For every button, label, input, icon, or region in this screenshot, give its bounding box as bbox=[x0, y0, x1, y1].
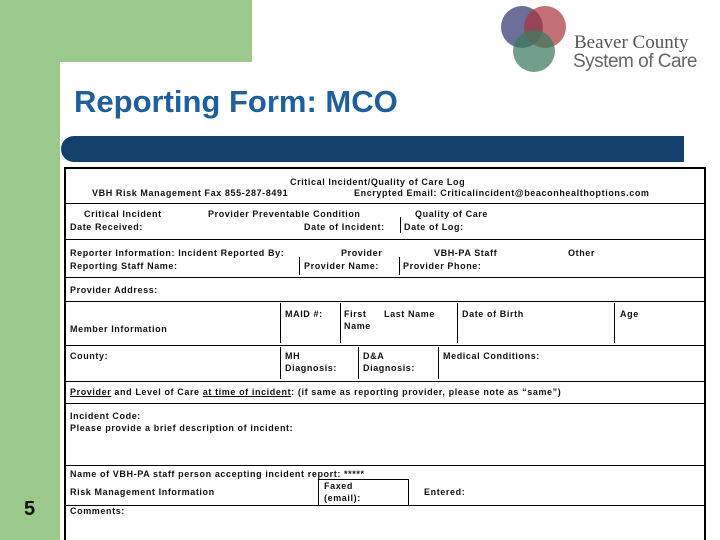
faxed-label-1: Faxed bbox=[324, 481, 354, 491]
vbh-staff-accepting-label: Name of VBH-PA staff person accepting incident report: ***** bbox=[70, 469, 365, 479]
risk-management-label: Risk Management Information bbox=[70, 487, 215, 497]
incident-description-label: Please provide a brief description of incident: bbox=[70, 423, 294, 433]
county-label: County: bbox=[70, 351, 109, 361]
provider-preventable-option[interactable]: Provider Preventable Condition bbox=[208, 209, 361, 219]
reported-by-provider[interactable]: Provider bbox=[341, 248, 383, 258]
date-of-incident-label: Date of Incident: bbox=[304, 222, 385, 232]
divider bbox=[66, 403, 706, 404]
divider bbox=[66, 203, 706, 204]
level-of-care-line bbox=[70, 386, 561, 398]
reporting-form bbox=[64, 167, 706, 540]
reporting-staff-name-label: Reporting Staff Name: bbox=[70, 261, 178, 271]
entered-label: Entered: bbox=[424, 487, 466, 497]
divider bbox=[318, 479, 408, 480]
form-header-fax: VBH Risk Management Fax 855-287-8491 bbox=[92, 188, 289, 198]
level-time-text: at time of incident bbox=[202, 387, 292, 397]
divider bbox=[408, 479, 409, 505]
title-rule bbox=[61, 136, 684, 162]
divider bbox=[66, 301, 706, 302]
logo-line2: System of Care bbox=[573, 51, 697, 72]
date-received-label: Date Received: bbox=[70, 222, 143, 232]
divider bbox=[280, 303, 281, 343]
level-rest-text: : (if same as reporting provider, please note as “same”) bbox=[291, 387, 562, 397]
da-diagnosis-label-2: Diagnosis: bbox=[363, 363, 416, 373]
date-of-birth-label: Date of Birth bbox=[462, 309, 524, 319]
age-label: Age bbox=[620, 309, 639, 319]
da-diagnosis-label-1: D&A bbox=[363, 351, 385, 361]
divider bbox=[66, 239, 706, 240]
divider bbox=[340, 303, 341, 343]
divider bbox=[299, 257, 300, 275]
provider-phone-label: Provider Phone: bbox=[403, 261, 482, 271]
divider bbox=[457, 303, 458, 343]
first-name-label-2: Name bbox=[344, 321, 371, 331]
provider-name-label: Provider Name: bbox=[304, 261, 379, 271]
divider bbox=[400, 217, 401, 233]
divider bbox=[318, 479, 319, 505]
left-accent-bar bbox=[0, 0, 60, 540]
reporter-information-label: Reporter Information: Incident Reported By: bbox=[70, 248, 285, 258]
member-information-label: Member Information bbox=[70, 324, 168, 334]
divider bbox=[66, 465, 706, 466]
level-provider-text: Provider bbox=[70, 387, 112, 397]
divider bbox=[66, 381, 706, 382]
reported-by-vbh-staff[interactable]: VBH-PA Staff bbox=[434, 248, 498, 258]
form-header-email: Encrypted Email: Criticalincident@beaconhealthoptions.com bbox=[354, 188, 650, 198]
level-and-text: and Level of Care bbox=[111, 387, 203, 397]
logo-line1: Beaver County bbox=[574, 32, 689, 53]
medical-conditions-label: Medical Conditions: bbox=[443, 351, 540, 361]
divider bbox=[66, 505, 706, 506]
divider bbox=[614, 303, 615, 343]
slide-title: Reporting Form: MCO bbox=[74, 84, 398, 119]
critical-incident-option[interactable]: Critical Incident bbox=[84, 209, 162, 219]
quality-of-care-option[interactable]: Quality of Care bbox=[415, 209, 489, 219]
divider bbox=[358, 347, 359, 379]
faxed-label-2: (email): bbox=[324, 493, 361, 503]
divider bbox=[66, 345, 706, 346]
provider-address-label: Provider Address: bbox=[70, 285, 158, 295]
divider bbox=[438, 347, 439, 379]
form-header-title: Critical Incident/Quality of Care Log bbox=[290, 177, 466, 187]
divider bbox=[66, 277, 706, 278]
divider bbox=[399, 257, 400, 275]
first-name-label-1: First bbox=[344, 309, 367, 319]
mh-diagnosis-label-2: Diagnosis: bbox=[285, 363, 338, 373]
top-accent-block bbox=[0, 0, 252, 62]
page-number: 5 bbox=[24, 498, 36, 520]
logo-circle-green bbox=[513, 30, 555, 72]
divider bbox=[280, 347, 281, 379]
reported-by-other[interactable]: Other bbox=[568, 248, 596, 258]
maid-label: MAID #: bbox=[285, 309, 323, 319]
mh-diagnosis-label-1: MH bbox=[285, 351, 301, 361]
comments-label: Comments: bbox=[70, 506, 125, 516]
last-name-label: Last Name bbox=[384, 309, 435, 319]
date-of-log-label: Date of Log: bbox=[404, 222, 464, 232]
incident-code-label: Incident Code: bbox=[70, 411, 141, 421]
